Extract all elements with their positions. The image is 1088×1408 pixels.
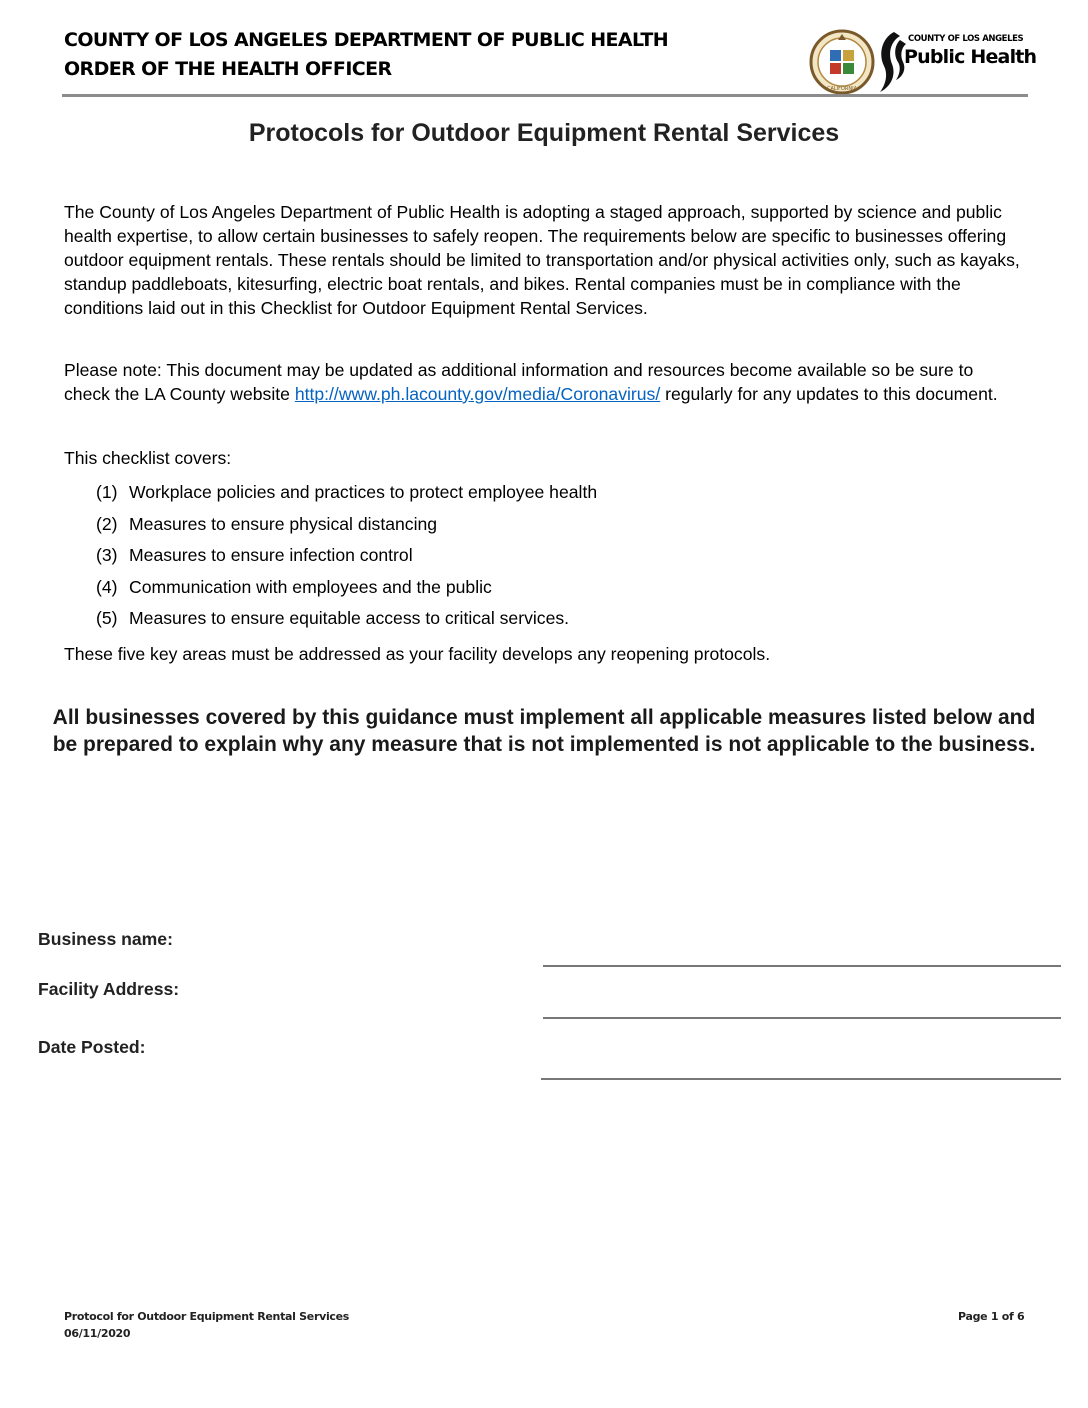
county-seal-icon <box>811 31 873 93</box>
business-name-label: Business name: <box>38 929 173 949</box>
document-header <box>64 26 784 84</box>
footer-left <box>64 1308 349 1342</box>
checklist-covers-label: This checklist covers: <box>64 448 232 468</box>
header-rule <box>62 94 1028 97</box>
list-item <box>96 608 597 640</box>
list-item <box>96 577 597 609</box>
logo-small-text: COUNTY OF LOS ANGELES <box>908 34 1024 44</box>
svg-text:CALIFORNIA: CALIFORNIA <box>826 86 858 92</box>
list-text: Measures to ensure infection control <box>129 545 413 566</box>
list-text: Measures to ensure equitable access to critical services. <box>129 608 570 629</box>
footer-doc-name: Protocol for Outdoor Equipment Rental Services <box>64 1310 350 1323</box>
list-number: (1) <box>96 482 118 502</box>
list-text: Communication with employees and the public <box>129 576 492 597</box>
list-number: (3) <box>96 545 118 566</box>
list-number: (5) <box>96 608 118 629</box>
key-areas-paragraph: These five key areas must be addressed as your facility develops any reopening protocols. <box>64 644 771 664</box>
list-number: (2) <box>96 513 118 534</box>
list-number: (4) <box>96 576 118 597</box>
business-name-field[interactable] <box>543 965 1061 967</box>
date-posted-label: Date Posted: <box>38 1037 146 1057</box>
footer-date: 06/11/2020 <box>64 1327 131 1340</box>
facility-address-field[interactable] <box>543 1017 1061 1019</box>
date-posted-field[interactable] <box>541 1078 1061 1080</box>
list-text: Measures to ensure physical distancing <box>129 513 438 534</box>
coronavirus-website-link[interactable]: http://www.ph.lacounty.gov/media/Coronavirus/ <box>294 384 661 404</box>
list-item <box>96 482 597 514</box>
list-item <box>96 545 597 577</box>
checklist-areas <box>96 482 597 640</box>
header-logos <box>808 26 1037 98</box>
header-department: COUNTY OF LOS ANGELES DEPARTMENT OF PUBLIC HEALTH <box>64 29 669 51</box>
note-paragraph <box>64 358 1024 406</box>
facility-address-label: Facility Address: <box>38 979 180 999</box>
implementation-notice: All businesses covered by this guidance must implement all applicable measures listed below and be prepared to explain why any measure that is not implemented is not applicable to the business. <box>52 706 1036 756</box>
list-text: Workplace policies and practices to protect employee health <box>129 482 598 502</box>
footer-page-number: Page 1 of 6 <box>958 1310 1025 1323</box>
header-order: ORDER OF THE HEALTH OFFICER <box>64 58 392 80</box>
note-text-before: Please note: This document may be updated as additional information and resources become available so be sure to check the LA County website <box>64 360 974 404</box>
list-item <box>96 514 597 546</box>
public-health-logo-icon <box>880 32 906 92</box>
page-title: Protocols for Outdoor Equipment Rental Services <box>248 119 840 147</box>
logo-big-text: Public Health <box>904 46 1037 68</box>
intro-paragraph: The County of Los Angeles Department of Public Health is adopting a staged approach, supported by science and public health expertise, to allow certain businesses to safely reopen. The requirements below are specific to businesses offering outdoor equipment rentals. These rentals should be limited to transportation and/or physical activities only, such as kayaks, standup paddleboats, kitesurfing, electric boat rentals, and bikes. Rental companies must be in compliance with the conditions laid out in this Checklist for Outdoor Equipment Rental Services. <box>64 202 1020 318</box>
note-text-after: regularly for any updates to this document. <box>660 384 998 404</box>
